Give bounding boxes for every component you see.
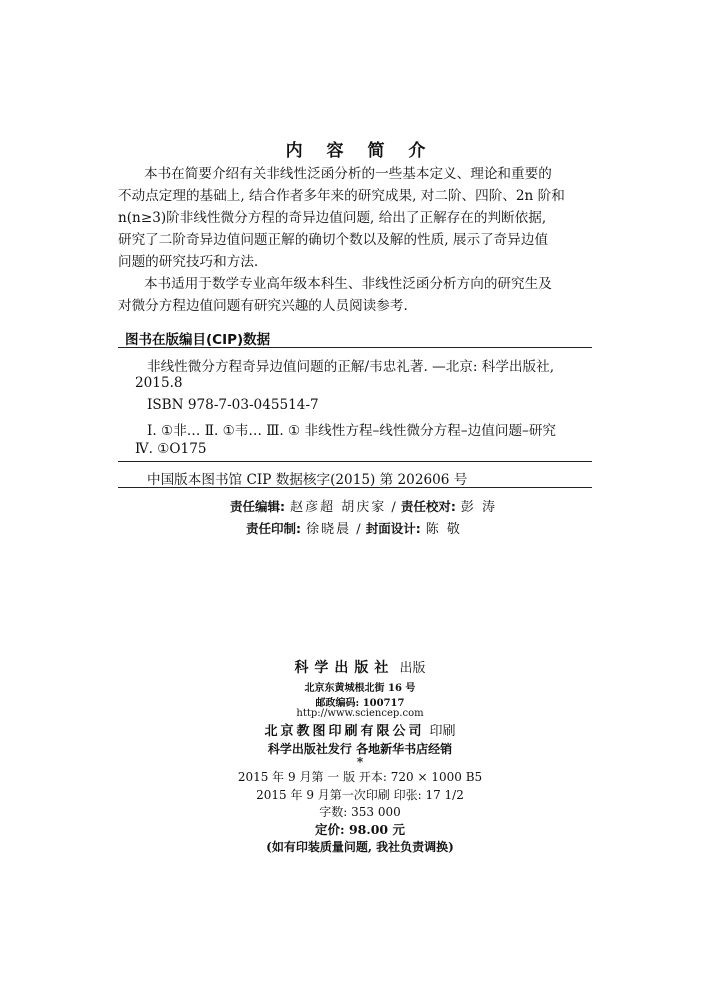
cip-line: Ⅰ. ①非… Ⅱ. ①韦… Ⅲ. ① 非线性方程–线性微分方程–边值问题–研究 bbox=[147, 423, 557, 439]
credit-separator: / bbox=[391, 500, 396, 515]
content-summary-title: 内 容 简 介 bbox=[285, 141, 435, 161]
intro-line: 研究了二阶奇异边值问题正解的确切个数以及解的性质, 展示了奇异边值 bbox=[118, 232, 549, 248]
price: 定价: 98.00 元 bbox=[315, 822, 405, 837]
cip-library-record: 中国版本图书馆 CIP 数据核字(2015) 第 202606 号 bbox=[147, 472, 468, 488]
cover-name: 陈 敬 bbox=[425, 522, 462, 537]
proof-label: 责任校对: bbox=[400, 499, 456, 514]
intro-line: n(n≥3)阶非线性微分方程的奇异边值问题, 给出了正解存在的判断依据, bbox=[118, 210, 547, 226]
credits-line-2 bbox=[246, 518, 462, 537]
publisher-website: http://www.sciencep.com bbox=[296, 708, 424, 719]
cip-top-rule bbox=[118, 347, 592, 348]
printed-tag: 印刷 bbox=[429, 724, 456, 739]
published-tag: 出版 bbox=[399, 661, 426, 676]
intro-line: 对微分方程边值问题有研究兴趣的人员阅读参考. bbox=[118, 298, 408, 314]
printer-brand: 北京教图印刷有限公司 bbox=[264, 724, 425, 739]
cip-line: ISBN 978-7-03-045514-7 bbox=[147, 397, 319, 413]
printing-line: 2015 年 9 月第一次印刷 印张: 17 1/2 bbox=[256, 788, 464, 802]
intro-line: 本书在简要介绍有关非线性泛函分析的一些基本定义、理论和重要的 bbox=[144, 166, 552, 182]
cip-mid-rule bbox=[118, 461, 592, 462]
publisher-brand: 科学出版社 bbox=[294, 660, 395, 676]
print-name: 徐晓晨 bbox=[306, 522, 352, 537]
cip-line: 非线性微分方程奇异边值问题的正解/韦忠礼著. —北京: 科学出版社, bbox=[147, 359, 555, 375]
intro-line: 不动点定理的基础上, 结合作者多年来的研究成果, 对二阶、四阶、2n 阶和 bbox=[118, 188, 565, 204]
cip-heading: 图书在版编目(CIP)数据 bbox=[125, 332, 271, 348]
intro-line: 本书适用于数学专业高年级本科生、非线性泛函分析方向的研究生及 bbox=[144, 276, 552, 292]
credit-separator: / bbox=[356, 522, 361, 537]
editor-names: 赵彦超 胡庆家 bbox=[290, 500, 387, 515]
editor-label: 责任编辑: bbox=[230, 499, 285, 514]
cover-label: 封面设计: bbox=[365, 521, 421, 536]
publisher-line bbox=[0, 657, 720, 677]
word-count: 字数: 353 000 bbox=[319, 805, 401, 819]
proof-name: 彭 涛 bbox=[460, 500, 498, 515]
distribution-line: 科学出版社发行 各地新华书店经销 bbox=[267, 742, 453, 756]
publisher-postcode: 邮政编码: 100717 bbox=[315, 698, 405, 709]
separator-star: * bbox=[356, 755, 364, 769]
quality-notice: (如有印装质量问题, 我社负责调换) bbox=[266, 840, 454, 854]
publisher-address: 北京东黄城根北街 16 号 bbox=[304, 683, 416, 694]
cip-line: Ⅳ. ①O175 bbox=[135, 441, 207, 457]
edition-line: 2015 年 9 月第 一 版 开本: 720 × 1000 B5 bbox=[237, 770, 483, 784]
cip-line: 2015.8 bbox=[135, 375, 183, 391]
intro-line: 问题的研究技巧和方法. bbox=[118, 254, 259, 270]
credits-line-1 bbox=[230, 496, 497, 515]
printer-line bbox=[0, 720, 720, 739]
print-label: 责任印制: bbox=[246, 521, 301, 536]
cip-bottom-rule bbox=[118, 487, 592, 488]
